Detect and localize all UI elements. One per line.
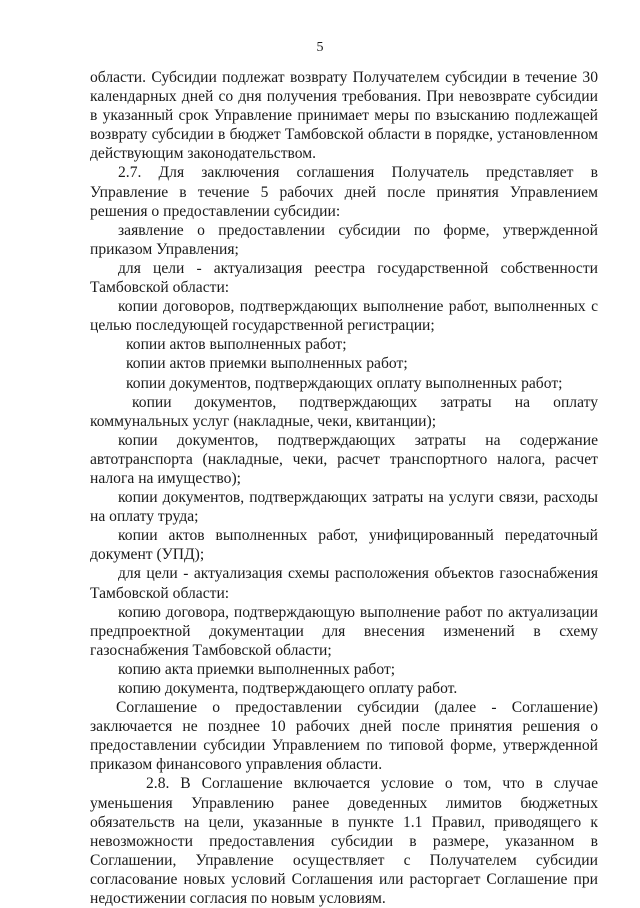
- goal-heading-gas-scheme: для цели - актуализация схемы расположения объектов газоснабжения Тамбовской области:: [90, 565, 598, 602]
- paragraph-subsidy-return: области. Субсидии подлежат возврату Получателем субсидии в течение 30 календарных дней со дня получения требования. При невозврате субсидии в указанный срок Управление принимает меры по взысканию подлежащей возврату субсидии в бюджет Тамбовской области в порядке, установленном действующим законодательством.: [90, 69, 598, 163]
- list-item-contract-copies: копии договоров, подтверждающих выполнение работ, выполненных с целью последующей государственной регистрации;: [90, 298, 598, 335]
- page-number: 5: [316, 40, 324, 55]
- list-item-payment-documents: копии документов, подтверждающих оплату выполненных работ;: [126, 374, 563, 392]
- list-item-gas-payment: копию документа, подтверждающего оплату работ.: [118, 680, 458, 697]
- list-item-gas-acceptance-act: копию акта приемки выполненных работ;: [118, 660, 396, 678]
- list-item-acceptance-acts: копии актов приемки выполненных работ;: [126, 355, 408, 373]
- list-item-utility-costs: копии документов, подтверждающих затраты на оплату коммунальных услуг (накладные, чеки, квитанции);: [90, 393, 598, 430]
- list-item-gas-contract: копию договора, подтверждающую выполнение работ по актуализации предпроектной документации для внесения изменений в схему газоснабжения Тамбовской области;: [90, 603, 598, 659]
- paragraph-agreement-terms: Соглашение о предоставлении субсидии (далее - Соглашение) заключается не позднее 10 рабочих дней после принятия решения о предоставлении субсидии Управлением по типовой форме, утвержденной приказом финансового управления области.: [90, 699, 598, 774]
- list-item-vehicle-costs: копии документов, подтверждающих затраты на содержание автотранспорта (накладные, чеки, расчет транспортного налога, расчет налога на имущество);: [90, 431, 598, 487]
- paragraph-2-7: 2.7. Для заключения соглашения Получатель представляет в Управление в течение 5 рабочих дней после принятия Управлением решения о предоставлении субсидии:: [90, 164, 598, 220]
- list-item-communication-costs: копии документов, подтверждающих затраты на услуги связи, расходы на оплату труда;: [90, 489, 598, 526]
- list-item-work-acts: копии актов выполненных работ;: [126, 336, 347, 354]
- goal-heading-property-registry: для цели - актуализация реестра государственной собственности Тамбовской области:: [90, 259, 598, 297]
- list-item-upd: копии актов выполненных работ, унифицированный передаточный документ (УПД);: [90, 527, 598, 564]
- document-body: [90, 68, 598, 908]
- paragraph-2-8: 2.8. В Соглашение включается условие о том, что в случае уменьшения Управлению ранее доведенных лимитов бюджетных обязательств на цели, указанные в пункте 1.1 Правил, приводящего к невозможности предоставления субсидии в размере, указанном в Соглашении, Управление осуществляет с Получателем субсидии согласование новых условий Соглашения или расторгает Соглашение при недостижении согласия по новым условиям.: [90, 775, 598, 908]
- list-item-application: заявление о предоставлении субсидии по форме, утвержденной приказом Управления;: [90, 221, 598, 258]
